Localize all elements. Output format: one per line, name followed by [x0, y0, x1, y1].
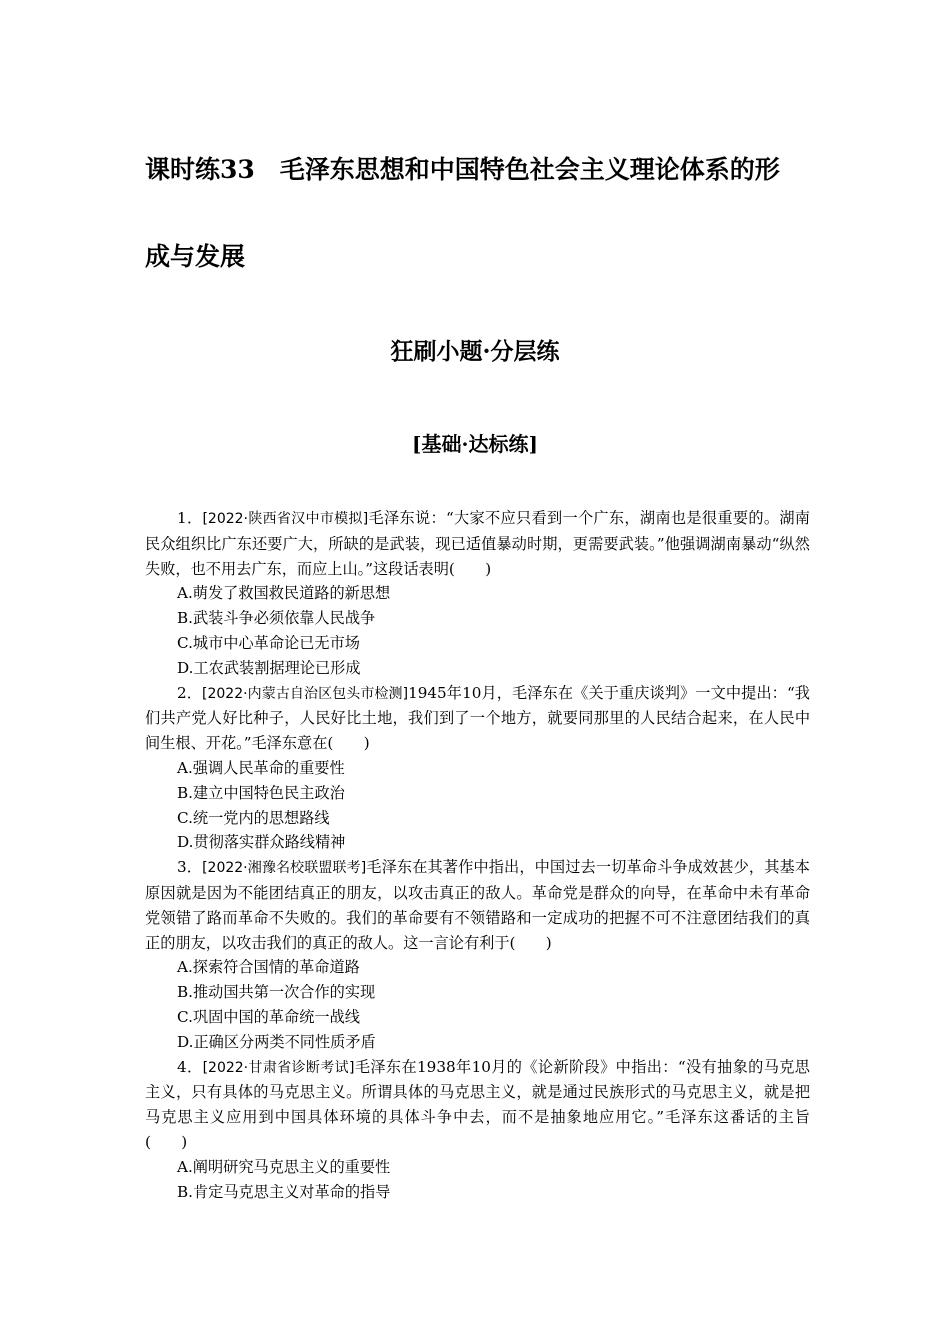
question-source: [2022·陕西省汉中市模拟]: [202, 511, 369, 527]
question-source: [2022·湘豫名校联盟联考]: [202, 860, 367, 877]
document-title: 课时练33 毛泽东思想和中国特色社会主义理论体系的形: [145, 155, 780, 184]
option-b: B.推动国共第一次合作的实现: [177, 983, 376, 1002]
question-block: [145, 855, 810, 1054]
option-b: B.武装斗争必须依靠人民战争: [177, 609, 376, 628]
question-block: [145, 1055, 810, 1205]
option-b: B.肯定马克思主义对革命的指导: [177, 1182, 391, 1201]
question-stem: [145, 855, 810, 955]
question-number: 1．: [177, 509, 203, 527]
option-c: C.城市中心革命论已无市场: [177, 633, 360, 652]
option-a: A.阐明研究马克思主义的重要性: [177, 1157, 391, 1176]
option-a: A.萌发了救国救民道路的新思想: [177, 584, 391, 603]
question-stem: [145, 506, 810, 581]
question-number: 4．: [177, 1057, 203, 1076]
question-text: 1945年10月，毛泽东在《关于重庆谈判》一文中提出：“我们共产党人好比种子，人民好比土地，我们到了一个地方，就要同那里的人民结合起来，在人民中间生根、开花。”毛泽东意在( ): [145, 683, 810, 753]
option-d: D.正确区分两类不同性质矛盾: [177, 1032, 376, 1051]
question-source: [2022·甘肃省诊断考试]: [202, 1059, 355, 1076]
question-stem: [145, 1055, 810, 1155]
option-a: A.探索符合国情的革命道路: [177, 958, 360, 977]
question-number: 2．: [177, 683, 203, 702]
question-list: [145, 506, 810, 1204]
question-source: [2022·内蒙古自治区包头市检测]: [202, 685, 409, 702]
question-stem: [145, 681, 810, 756]
option-b: B.建立中国特色民主政治: [177, 783, 345, 802]
section-title: 狂刷小题·分层练: [390, 338, 560, 365]
question-number: 3．: [177, 858, 203, 877]
level-title: [基础·达标练]: [412, 432, 538, 456]
option-d: D.贯彻落实群众路线精神: [177, 833, 346, 852]
question-block: [145, 681, 810, 856]
question-text: 毛泽东说：“大家不应只看到一个广东，湖南也是很重要的。湖南民众组织比广东还要广大，所缺的是武装，现已适值暴动时期，更需要武装。”他强调湖南暴动“纵然失败，也不用去广东，而应上山。”这段话表明( ): [145, 509, 810, 578]
question-text: 毛泽东在1938年10月的《论新阶段》中指出：“没有抽象的马克思主义，只有具体的马克思主义。所谓具体的马克思主义，就是通过民族形式的马克思主义，就是把马克思主义应用到中国具体环境的具体斗争中去，而不是抽象地应用它。”毛泽东这番话的主旨( ): [145, 1057, 810, 1151]
option-a: A.强调人民革命的重要性: [177, 758, 345, 777]
option-c: C.统一党内的思想路线: [177, 808, 330, 827]
question-block: [145, 506, 810, 681]
option-c: C.巩固中国的革命统一战线: [177, 1007, 360, 1026]
question-text: 毛泽东在其著作中指出，中国过去一切革命斗争成效甚少，其基本原因就是因为不能团结真正的朋友，以攻击真正的敌人。革命党是群众的向导，在革命中未有革命党领错了路而革命不失败的。我们的革命要有不领错路和一定成功的把握不可不注意团结我们的真正的朋友，以攻击我们的真正的敌人。这一言论有利于( ): [145, 858, 810, 952]
option-d: D.工农武装割据理论已形成: [177, 658, 361, 677]
document-title-continued: 成与发展: [145, 242, 246, 271]
